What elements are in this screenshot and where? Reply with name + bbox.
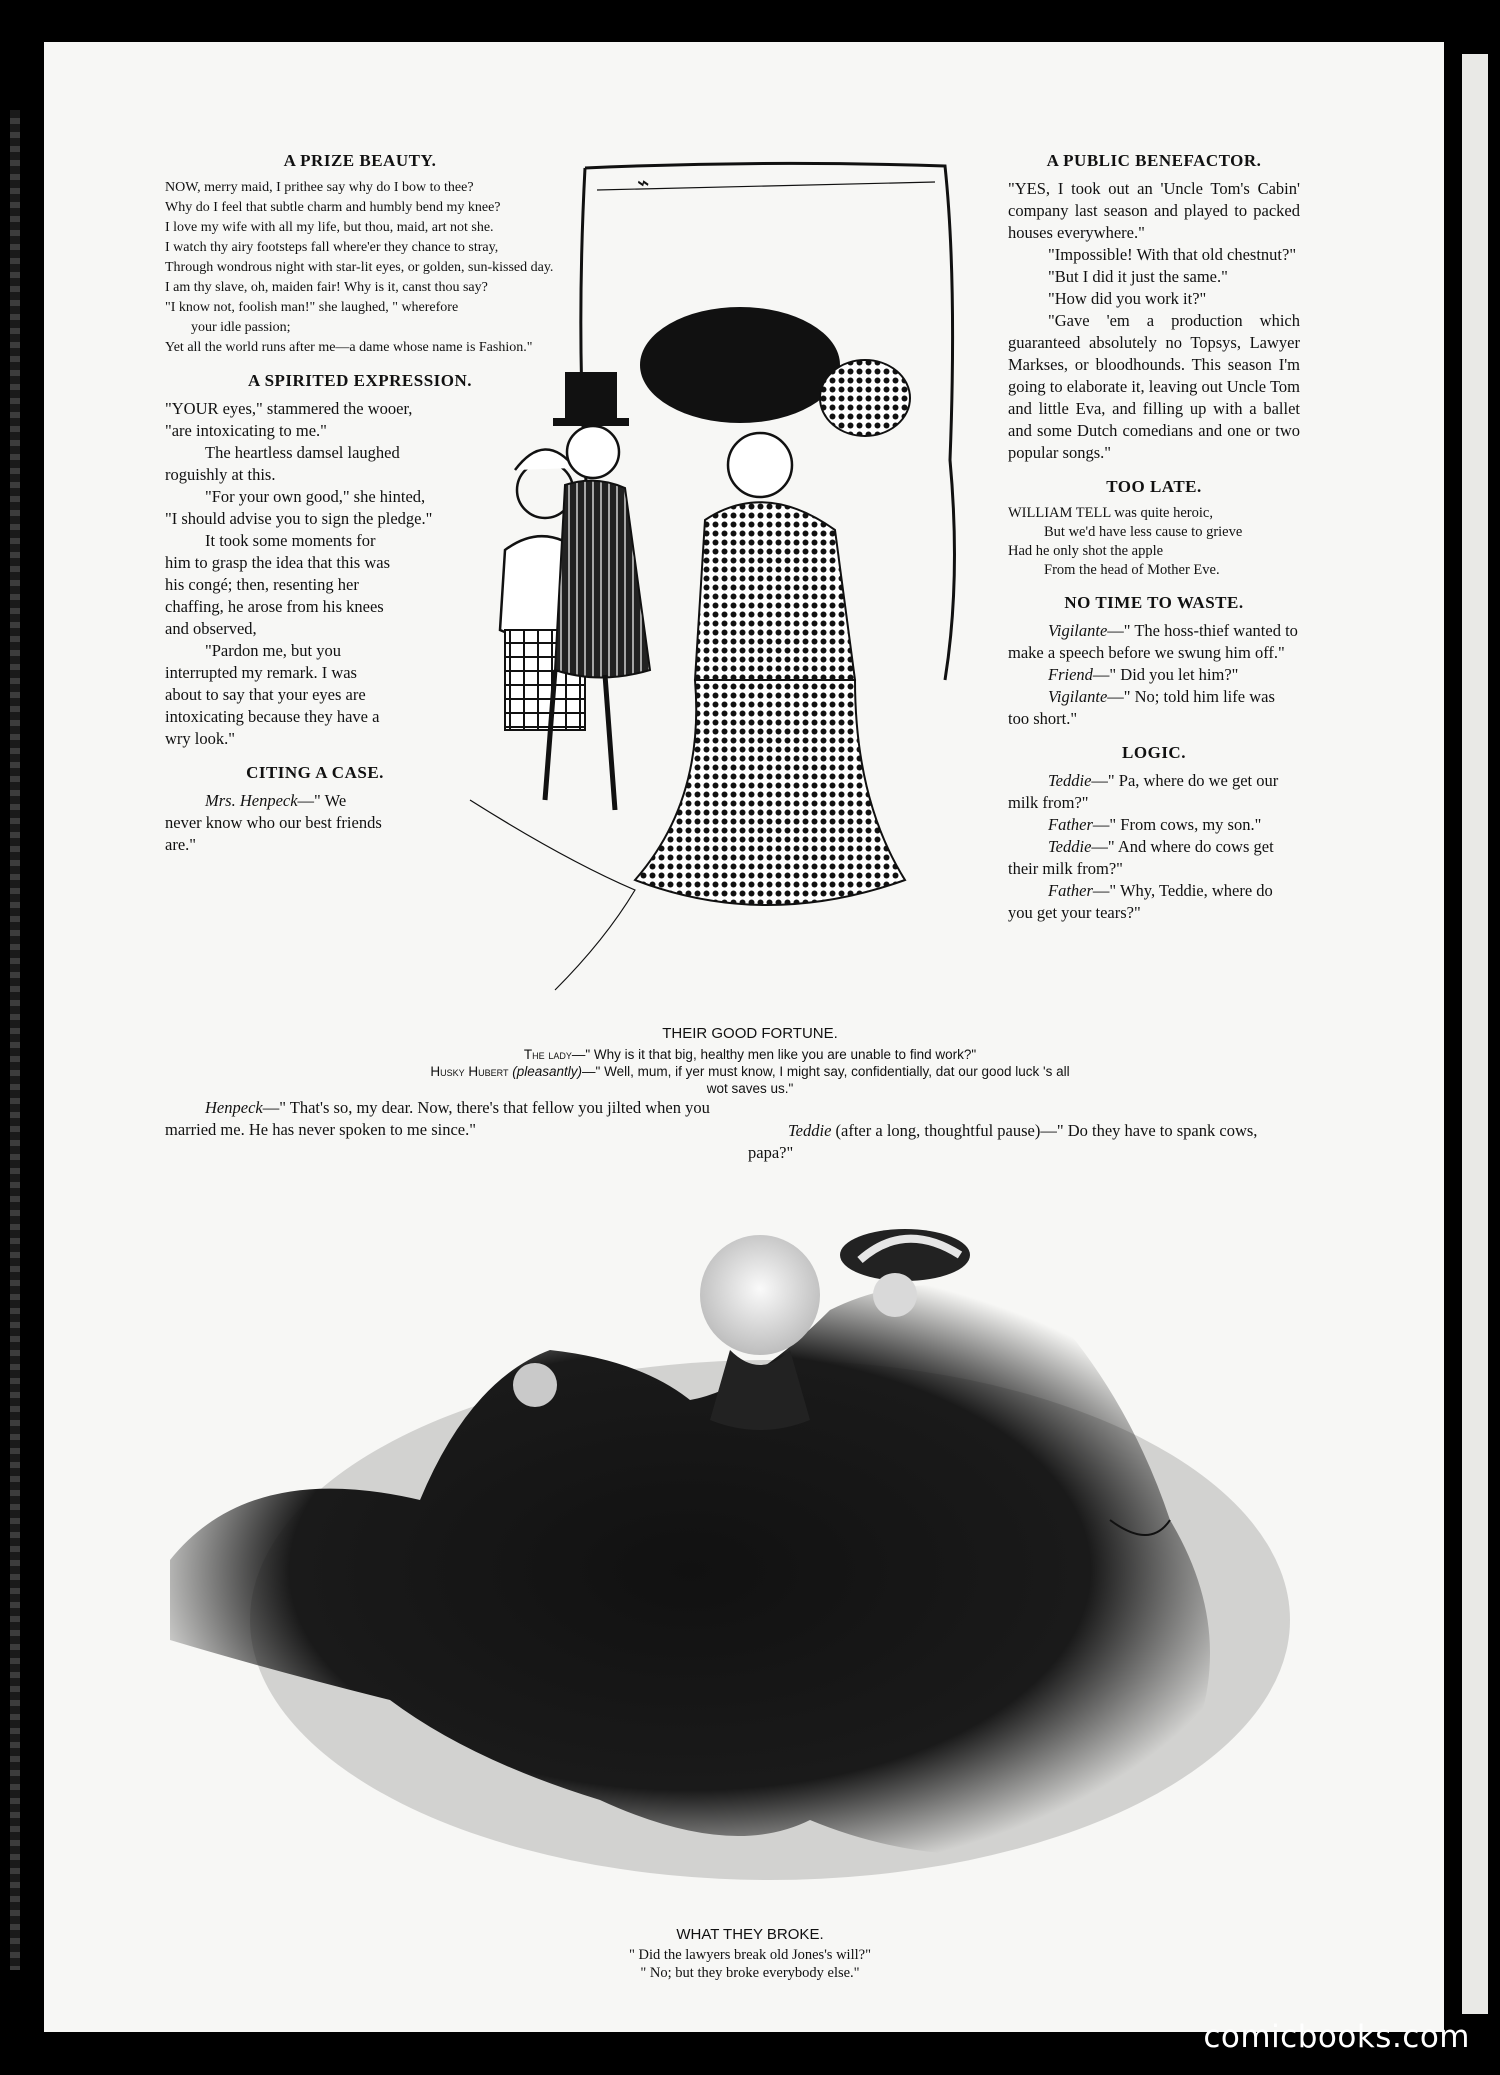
poem-line: I love my wife with all my life, but thou, maid, art not she. (165, 220, 494, 235)
poem-line: Through wondrous night with star-lit eyes, or golden, sun-kissed day. (165, 260, 554, 275)
logic-title: LOGIC. (1122, 743, 1186, 762)
story-paragraph: It took some moments for him to grasp the idea that this was his congé; then, resenting her chaffing, he arose from his knees and observed, (165, 531, 390, 638)
caption-text: —" Well, mum, if yer must know, I might say, confidentially, dat our good luck 's all wot saves us." (582, 1064, 1070, 1096)
illustration (405, 160, 1025, 1000)
speaker-manner: (pleasantly) (512, 1064, 583, 1079)
citing-a-case-body (165, 790, 385, 856)
speaker-name: Friend (1048, 665, 1093, 684)
poem-line: Had he only shot the apple (1008, 543, 1164, 559)
spirited-expression-title: A SPIRITED EXPRESSION. (247, 371, 473, 390)
public-benefactor-title: A PUBLIC BENEFACTOR. (1046, 151, 1262, 170)
dialogue-text: —" That's so, my dear. Now, there's that fellow you jilted when you married me. He has never spoken to me since." (165, 1098, 710, 1139)
dialogue-text: —" From cows, my son." (1092, 815, 1262, 834)
illustration (170, 1200, 1320, 1900)
too-late-title: TOO LATE. (1106, 477, 1202, 496)
cartoon-what-they-broke (170, 1200, 1320, 1900)
story-paragraph: "YES, I took out an 'Uncle Tom's Cabin' company last season and played to packed houses everywhere." (1008, 179, 1300, 242)
story-paragraph: "Gave 'em a production which guaranteed absolutely no Topsys, Lawyer Markses, or bloodhounds. This season I'm going to elaborate it, leaving out Uncle Tom and little Eva, and filling up with a ballet and some Dutch comedians and one or two popular songs." (1008, 311, 1300, 462)
speaker-name: Husky Hubert (430, 1064, 509, 1079)
watermark: comicbooks.com (1203, 2019, 1470, 2055)
dialogue-text: —" Why, Teddie, where do you get your tears?" (1008, 881, 1273, 922)
story-paragraph: "How did you work it?" (1048, 289, 1207, 308)
caption-text: —" Why is it that big, healthy men like you are unable to find work?" (571, 1047, 977, 1062)
caption-text: " Did the lawyers break old Jones's will?" (629, 1947, 871, 1963)
dialogue-text: —" The hoss-thief wanted to make a speech before we swung him off." (1008, 621, 1298, 662)
spirited-expression-body (165, 398, 435, 750)
speaker-name: Teddie (788, 1121, 832, 1140)
next-page-edge (1462, 54, 1488, 2014)
dialogue-text: —" We never know who our best friends are." (165, 791, 382, 854)
logic-continuation (748, 1120, 1303, 1164)
caption-title: THEIR GOOD FORTUNE. (662, 1025, 838, 1042)
citing-a-case-continuation (165, 1097, 730, 1141)
speaker-name: Father (1048, 881, 1093, 900)
binding-edge (10, 110, 20, 1970)
speaker-name: Henpeck (205, 1098, 263, 1117)
speaker-name: The lady (523, 1047, 572, 1062)
caption-text: " No; but they broke everybody else." (640, 1965, 860, 1981)
too-late-poem (1008, 504, 1300, 580)
speaker-name: Vigilante (1048, 621, 1108, 640)
poem-line: From the head of Mother Eve. (1044, 562, 1220, 578)
speaker-name: Vigilante (1048, 687, 1108, 706)
poem-line: WILLIAM TELL was quite heroic, (1008, 505, 1213, 521)
story-paragraph: "YOUR eyes," stammered the wooer, "are intoxicating to me." (165, 399, 413, 440)
cartoon-their-good-fortune (405, 160, 1025, 1000)
dialogue-text: —" Did you let him?" (1092, 665, 1239, 684)
story-paragraph: "For your own good," she hinted, "I should advise you to sign the pledge." (165, 487, 433, 528)
poem-line: "I know not, foolish man!" she laughed, " wherefore your idle passion; (165, 300, 459, 335)
dialogue-text: —" And where do cows get their milk from?" (1008, 837, 1274, 878)
prize-beauty-title: A PRIZE BEAUTY. (283, 151, 437, 170)
story-paragraph: "Pardon me, but you interrupted my remark. I was about to say that your eyes are intoxicating because they have a wry look." (165, 641, 380, 748)
cartoon-what-they-broke-caption (520, 1926, 980, 1982)
speaker-name: Teddie (1048, 771, 1092, 790)
poem-line: NOW, merry maid, I prithee say why do I bow to thee? (165, 180, 474, 195)
story-paragraph: The heartless damsel laughed roguishly at this. (165, 443, 400, 484)
speaker-name: Teddie (1048, 837, 1092, 856)
poem-line: I am thy slave, oh, maiden fair! Why is it, canst thou say? (165, 280, 488, 295)
citing-a-case-title: CITING A CASE. (246, 763, 384, 782)
story-paragraph: "But I did it just the same." (1048, 267, 1228, 286)
poem-line: Why do I feel that subtle charm and humbly bend my knee? (165, 200, 501, 215)
no-time-to-waste-title: NO TIME TO WASTE. (1064, 593, 1244, 612)
caption-title: WHAT THEY BROKE. (676, 1926, 824, 1943)
poem-line: But we'd have less cause to grieve (1044, 524, 1243, 540)
dialogue-text: —" Pa, where do we get our milk from?" (1008, 771, 1279, 812)
right-column (1008, 150, 1300, 924)
speaker-name: Mrs. Henpeck (205, 791, 298, 810)
dialogue-text: —" No; told him life was too short." (1008, 687, 1275, 728)
story-paragraph: "Impossible! With that old chestnut?" (1048, 245, 1297, 264)
speaker-name: Father (1048, 815, 1093, 834)
cartoon-their-good-fortune-caption (430, 1025, 1070, 1097)
poem-line: I watch thy airy footsteps fall where'er they chance to stray, (165, 240, 499, 255)
svg-text:⌁: ⌁ (635, 170, 649, 195)
poem-line: Yet all the world runs after me—a dame whose name is Fashion." (165, 340, 533, 355)
dialogue-text: (after a long, thoughtful pause)—" Do they have to spank cows, papa?" (748, 1121, 1258, 1162)
